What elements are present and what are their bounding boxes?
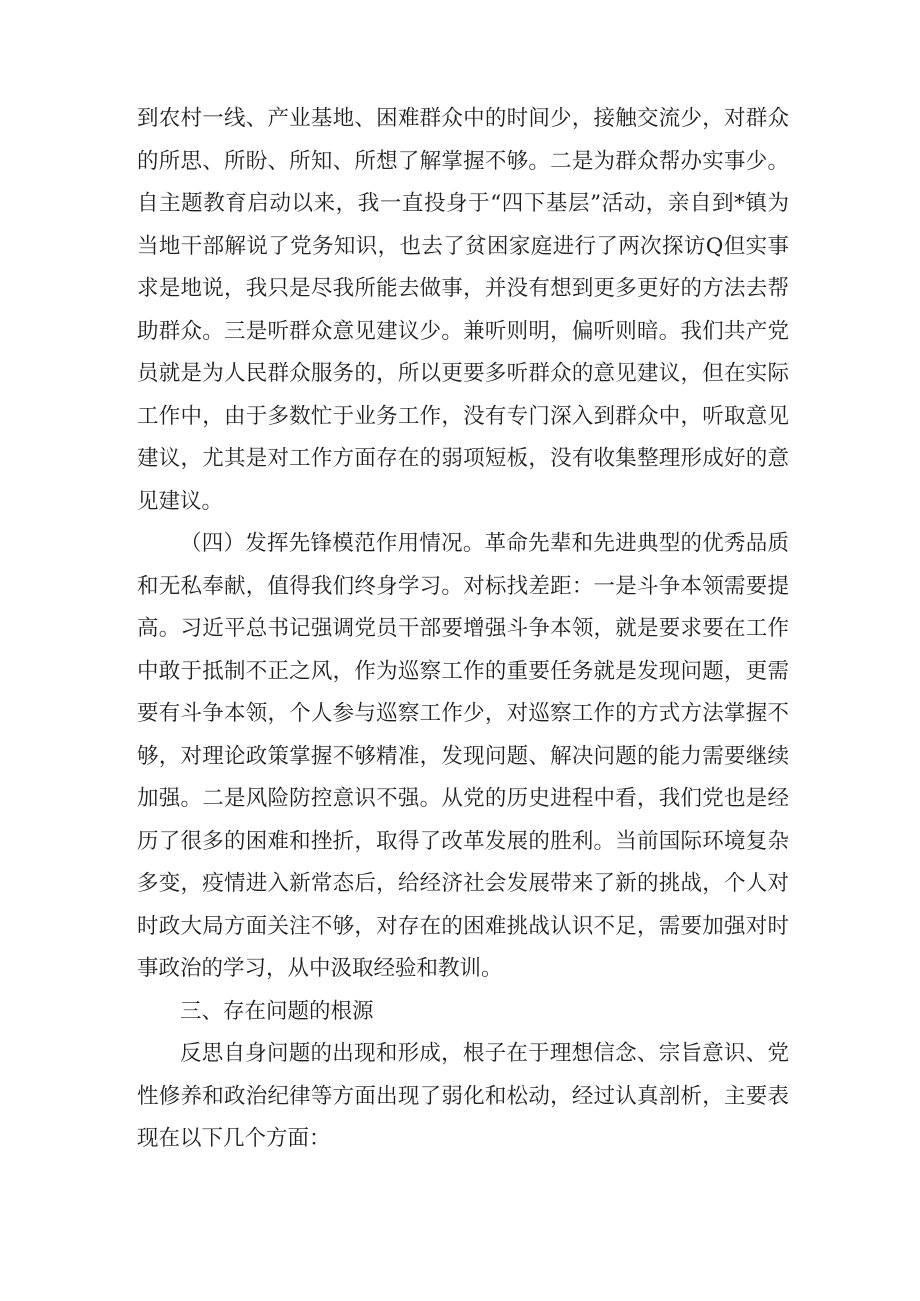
paragraph-continuation: 到农村一线、产业基地、困难群众中的时间少，接触交流少，对群众的所思、所盼、所知、所想了解掌握不够。二是为群众帮办实事少。自主题教育启动以来，我一直投身于“四下基层”活动，亲自到*镇为当地干部解说了党务知识，也去了贫困家庭进行了两次探访Q但实事求是地说，我只是尽我所能去做事，并没有想到更多更好的方法去帮助群众。三是听群众意见建议少。兼听则明，偏听则暗。我们共产党员就是为人民群众服务的，所以更要多听群众的意见建议，但在实际工作中，由于多数忙于业务工作，没有专门深入到群众中，听取意见建议，尤其是对工作方面存在的弱项短板，没有收集整理形成好的意见建议。 xyxy=(137,106,789,514)
document-body xyxy=(137,98,789,1161)
paragraph-root-causes: 反思自身问题的出现和形成，根子在于理想信念、宗旨意识、党性修养和政治纪律等方面出现了弱化和松动，经过认真剖析，主要表现在以下几个方面： xyxy=(137,1041,789,1151)
section-heading-three: 三、存在问题的根源 xyxy=(180,998,374,1024)
paragraph-section-four: （四）发挥先锋模范作用情况。革命先辈和先进典型的优秀品质和无私奉献，值得我们终身学习。对标找差距：一是斗争本领需要提高。习近平总书记强调党员干部要增强斗争本领，就是要求要在工作中敢于抵制不正之风，作为巡察工作的重要任务就是发现问题，更需要有斗争本领，个人参与巡察工作少，对巡察工作的方式方法掌握不够，对理论政策掌握不够精准，发现问题、解决问题的能力需要继续加强。二是风险防控意识不强。从党的历史进程中看，我们党也是经历了很多的困难和挫折，取得了改革发展的胜利。当前国际环境复杂多变，疫情进入新常态后，给经济社会发展带来了新的挑战，个人对时政大局方面关注不够，对存在的困难挑战认识不足，需要加强对时事政治的学习，从中汲取经验和教训。 xyxy=(137,531,789,981)
